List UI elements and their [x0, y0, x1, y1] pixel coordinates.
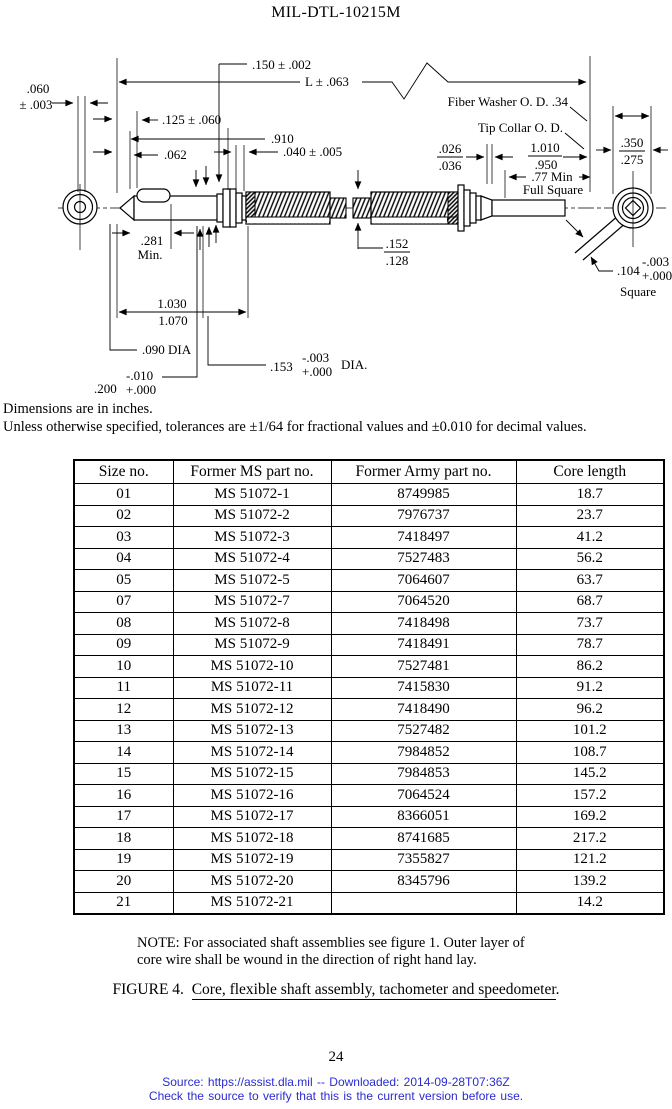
dim-090: .090 DIA — [142, 342, 192, 357]
table-row — [74, 785, 664, 807]
table-cell: MS 51072-3 — [173, 527, 331, 549]
table-cell: MS 51072-18 — [173, 828, 331, 850]
table-cell: 05 — [74, 570, 173, 592]
table-cell: 17 — [74, 806, 173, 828]
column-header-former-ms: Former MS part no. — [173, 460, 331, 484]
table-cell: 18.7 — [516, 484, 664, 506]
table-cell: 145.2 — [516, 763, 664, 785]
tolerance-notes — [3, 400, 587, 436]
dim-152: .152 — [385, 236, 409, 251]
part-number-table — [73, 459, 665, 915]
dim-060: .060 — [26, 81, 50, 96]
table-cell: 19 — [74, 849, 173, 871]
table-cell: 73.7 — [516, 613, 664, 635]
square-drive-end — [492, 200, 565, 216]
figure-note-line1: NOTE: For associated shaft assemblies see figure 1. Outer layer of — [137, 935, 525, 951]
table-cell: 16 — [74, 785, 173, 807]
table-cell: 21 — [74, 892, 173, 914]
dim-1070: 1.070 — [158, 313, 188, 328]
footer-warning-line: Check the source to verify that this is the current version before use. — [148, 1089, 524, 1103]
table-cell: MS 51072-4 — [173, 548, 331, 570]
dim-153-minus: -.003 — [302, 350, 330, 365]
table-row — [74, 871, 664, 893]
table-cell: 07 — [74, 591, 173, 613]
figure-caption-label: FIGURE 4. — [112, 981, 184, 998]
table-row — [74, 763, 664, 785]
table-cell: 108.7 — [516, 742, 664, 764]
table-row — [74, 677, 664, 699]
table-cell: MS 51072-1 — [173, 484, 331, 506]
table-cell: 101.2 — [516, 720, 664, 742]
table-cell: 09 — [74, 634, 173, 656]
table-row — [74, 699, 664, 721]
table-cell: MS 51072-14 — [173, 742, 331, 764]
table-cell: 121.2 — [516, 849, 664, 871]
table-cell: 14 — [74, 742, 173, 764]
dim-153: .153 — [270, 359, 293, 374]
table-cell: 91.2 — [516, 677, 664, 699]
dim-036: .036 — [438, 158, 462, 173]
dim-104: .104 — [617, 263, 640, 278]
table-cell: 18 — [74, 828, 173, 850]
table-row — [74, 892, 664, 914]
dim-062: .062 — [164, 147, 187, 162]
table-header-row — [74, 460, 664, 484]
table-cell: 7415830 — [331, 677, 516, 699]
dim-200-minus: -.010 — [126, 368, 154, 383]
dim-200: .200 — [94, 381, 117, 396]
table-cell: MS 51072-12 — [173, 699, 331, 721]
table-cell: MS 51072-7 — [173, 591, 331, 613]
table-cell: 11 — [74, 677, 173, 699]
table-cell: 86.2 — [516, 656, 664, 678]
table-cell: 8741685 — [331, 828, 516, 850]
dim-153-plus: +.000 — [302, 364, 333, 379]
table-cell: 68.7 — [516, 591, 664, 613]
table-cell: 14.2 — [516, 892, 664, 914]
table-cell: 7064524 — [331, 785, 516, 807]
table-cell: 41.2 — [516, 527, 664, 549]
figure-note — [137, 935, 525, 968]
tip-collar — [464, 190, 470, 226]
figure-caption-title: Core, flexible shaft assembly, tachometer and speedometer — [191, 981, 556, 998]
document-title: MIL-DTL-10215M — [271, 4, 401, 21]
table-cell: 7418490 — [331, 699, 516, 721]
table-row — [74, 720, 664, 742]
dim-200-plus: +.000 — [126, 382, 157, 397]
table-row — [74, 806, 664, 828]
footer-source-line: Source: https://assist.dla.mil -- Downloaded: 2014-09-28T07:36Z — [162, 1075, 510, 1089]
tip-collar-label: Tip Collar O. D. — [477, 120, 563, 135]
fiber-washer-label: Fiber Washer O. D. .34 — [447, 94, 568, 109]
table-row — [74, 548, 664, 570]
table-cell: 7064607 — [331, 570, 516, 592]
table-cell: 02 — [74, 505, 173, 527]
table-cell: 169.2 — [516, 806, 664, 828]
dim-950: .950 — [534, 157, 558, 172]
table-cell: 56.2 — [516, 548, 664, 570]
table-cell: MS 51072-20 — [173, 871, 331, 893]
dim-1030: 1.030 — [157, 296, 187, 311]
table-cell: 217.2 — [516, 828, 664, 850]
dim-104-square: Square — [620, 284, 657, 299]
left-end-view — [63, 184, 97, 250]
core-side-view — [120, 185, 565, 231]
tolerance-note-line2: Unless otherwise specified, tolerances are ±1/64 for fractional values and ±0.010 for decimal values. — [3, 419, 587, 435]
column-header-core-length: Core length — [516, 460, 664, 484]
table-cell: 96.2 — [516, 699, 664, 721]
table-header — [74, 460, 664, 484]
page-number: 24 — [328, 1049, 344, 1065]
table-cell: 7976737 — [331, 505, 516, 527]
dim-1010: 1.010 — [530, 140, 560, 155]
table-cell: 13 — [74, 720, 173, 742]
table-cell: 03 — [74, 527, 173, 549]
dim-125: .125 ± .060 — [162, 112, 222, 127]
dim-350: .350 — [620, 135, 644, 150]
table-cell: MS 51072-11 — [173, 677, 331, 699]
table-cell: MS 51072-2 — [173, 505, 331, 527]
table-cell: 15 — [74, 763, 173, 785]
table-row — [74, 613, 664, 635]
table-cell: 78.7 — [516, 634, 664, 656]
table-cell: 20 — [74, 871, 173, 893]
figure-caption-period: . — [555, 981, 560, 998]
table-cell: 7064520 — [331, 591, 516, 613]
tolerance-note-line1: Dimensions are in inches. — [3, 401, 153, 417]
dim-281: .281 — [140, 233, 164, 248]
table-row — [74, 484, 664, 506]
table-cell: 139.2 — [516, 871, 664, 893]
table-row — [74, 591, 664, 613]
dim-128: .128 — [385, 253, 409, 268]
table-cell: MS 51072-15 — [173, 763, 331, 785]
table-row — [74, 570, 664, 592]
dim-910: .910 — [271, 131, 294, 146]
table-cell: 157.2 — [516, 785, 664, 807]
table-cell: MS 51072-21 — [173, 892, 331, 914]
table-cell: 01 — [74, 484, 173, 506]
table-cell: MS 51072-10 — [173, 656, 331, 678]
table-cell: 23.7 — [516, 505, 664, 527]
figure-caption — [0, 981, 672, 999]
table-cell: MS 51072-13 — [173, 720, 331, 742]
dim-104-minus: -.003 — [642, 254, 670, 269]
fiber-washer — [458, 185, 464, 231]
column-header-size-no: Size no. — [74, 460, 173, 484]
figure-4-drawing — [0, 40, 672, 402]
dim-281-min: Min. — [137, 247, 163, 262]
dim-275: .275 — [620, 152, 644, 167]
dim-153-dia: DIA. — [341, 357, 368, 372]
dim-060-tol: ± .003 — [19, 97, 53, 112]
table-cell: MS 51072-17 — [173, 806, 331, 828]
column-header-former-army: Former Army part no. — [331, 460, 516, 484]
dim-026: .026 — [438, 141, 462, 156]
table-cell: 7984852 — [331, 742, 516, 764]
table-row — [74, 527, 664, 549]
full-square-label: Full Square — [522, 182, 584, 197]
table-cell: 7418498 — [331, 613, 516, 635]
table-cell: 7418497 — [331, 527, 516, 549]
table-row — [74, 742, 664, 764]
table-cell: 7527482 — [331, 720, 516, 742]
table-cell: 7527481 — [331, 656, 516, 678]
table-cell: 7527483 — [331, 548, 516, 570]
table-cell: MS 51072-19 — [173, 849, 331, 871]
table-cell — [331, 892, 516, 914]
table-cell: 7418491 — [331, 634, 516, 656]
dim-104-plus: +.000 — [642, 268, 672, 283]
table-cell: MS 51072-9 — [173, 634, 331, 656]
table-cell: 12 — [74, 699, 173, 721]
table-cell: MS 51072-8 — [173, 613, 331, 635]
table-cell: 8366051 — [331, 806, 516, 828]
table-cell: 7984853 — [331, 763, 516, 785]
table-row — [74, 656, 664, 678]
table-cell: MS 51072-5 — [173, 570, 331, 592]
table-row — [74, 634, 664, 656]
table-cell: 8345796 — [331, 871, 516, 893]
table-cell: 63.7 — [516, 570, 664, 592]
table-cell: 08 — [74, 613, 173, 635]
table-row — [74, 849, 664, 871]
dim-150: .150 ± .002 — [252, 57, 312, 72]
table-cell: 10 — [74, 656, 173, 678]
table-row — [74, 828, 664, 850]
dim-040: .040 ± .005 — [283, 144, 343, 159]
table-cell: 7355827 — [331, 849, 516, 871]
dim-77min: .77 Min — [531, 169, 573, 184]
dim-L: L ± .063 — [305, 74, 349, 89]
table-cell: 8749985 — [331, 484, 516, 506]
table-body — [74, 484, 664, 915]
figure-note-line2: core wire shall be wound in the direction of right hand lay. — [137, 951, 477, 968]
table-row — [74, 505, 664, 527]
table-cell: 04 — [74, 548, 173, 570]
table-cell: MS 51072-16 — [173, 785, 331, 807]
right-end-view — [613, 171, 653, 247]
